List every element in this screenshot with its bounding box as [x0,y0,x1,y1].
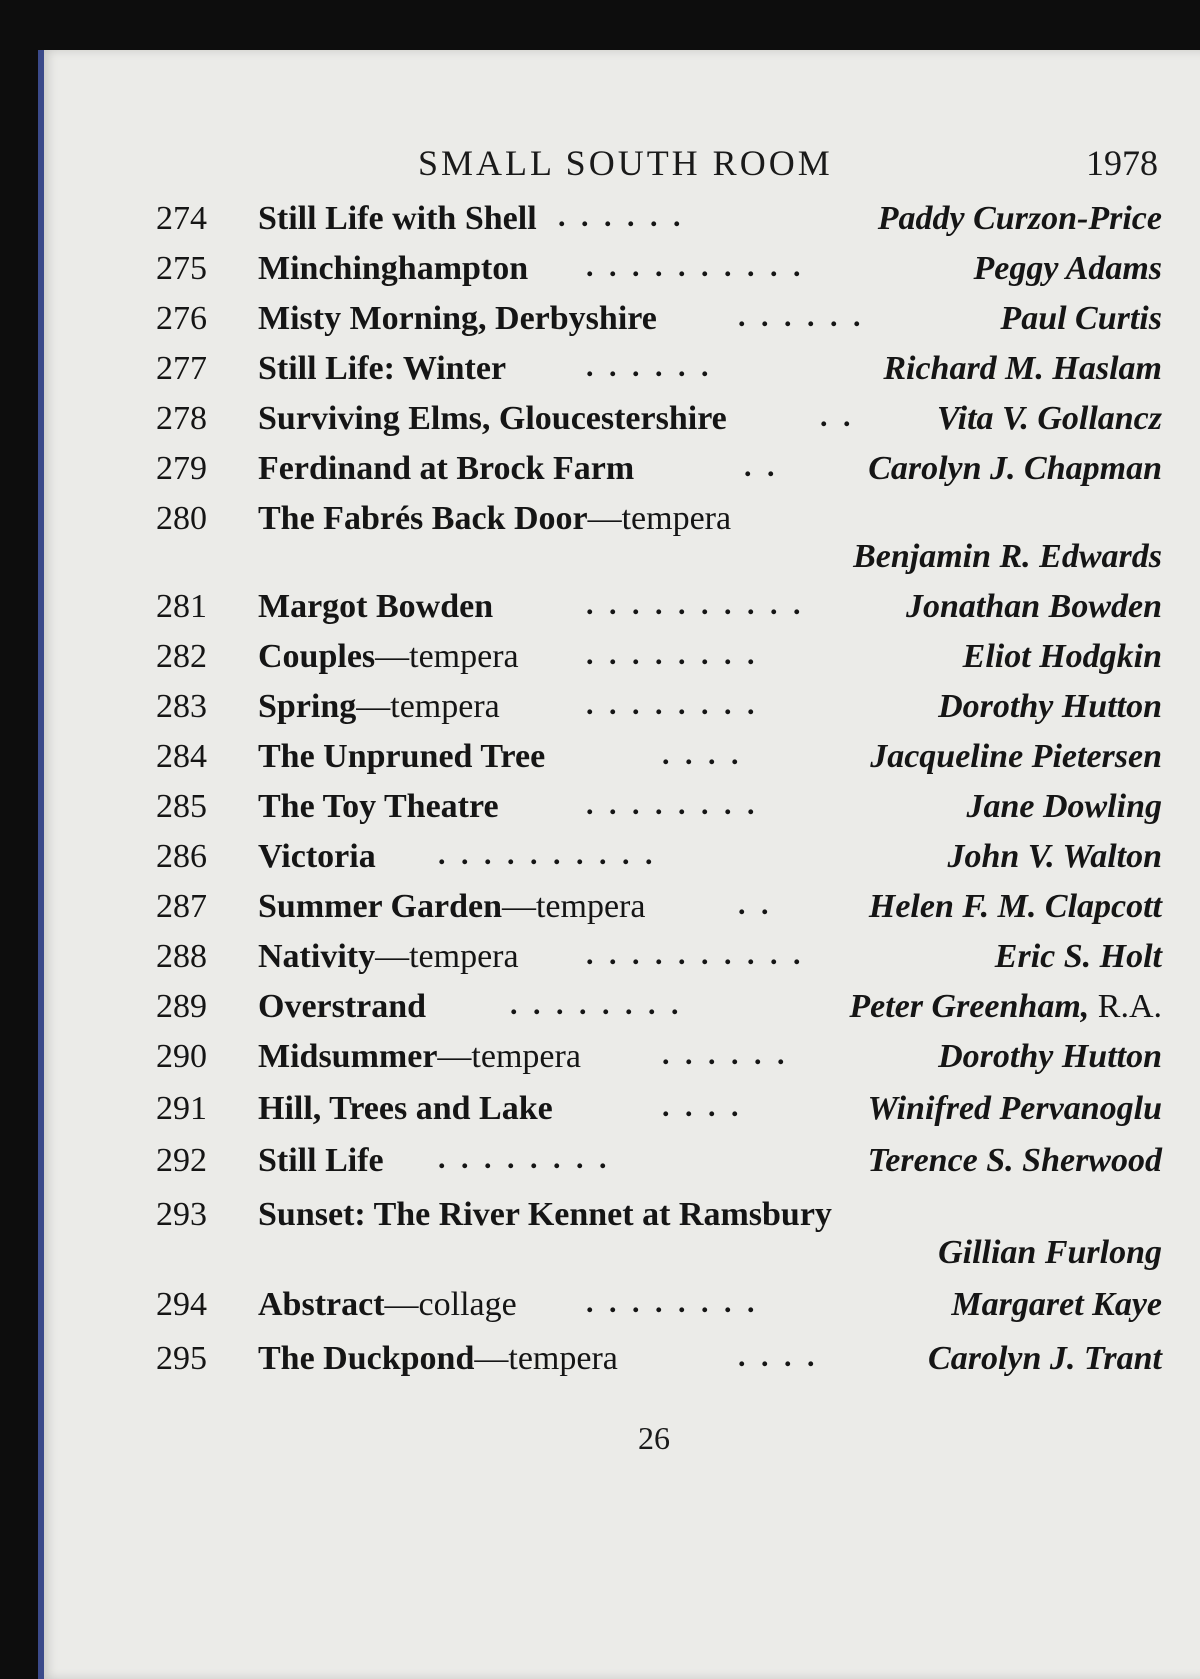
entry-artist: Helen F. M. Clapcott [868,888,1162,925]
catalogue-entry [38,350,1200,400]
entry-artist: Benjamin R. Edwards [853,538,1162,575]
catalogue-entry [38,888,1200,938]
entry-number: 285 [156,788,207,825]
entry-title: Victoria [258,838,376,875]
entry-number: 277 [156,350,207,387]
entry-title: Abstract—collage [258,1286,517,1323]
catalogue-entry [38,688,1200,738]
entry-number: 279 [156,450,207,487]
catalogue-entry [38,788,1200,838]
entry-artist: Peter Greenham, R.A. [849,988,1162,1025]
leader-dots: . . . . . . . . [586,688,759,721]
leader-dots: . . . . . . . . [510,988,683,1021]
catalogue-entry [38,938,1200,988]
entry-title: Spring—tempera [258,688,500,725]
entry-number: 295 [156,1340,207,1377]
entry-title: Summer Garden—tempera [258,888,646,925]
catalogue-entry [38,200,1200,250]
leader-dots: . . . . [662,738,743,771]
entry-number: 291 [156,1090,207,1127]
entry-artist: Jane Dowling [966,788,1162,825]
entry-artist: Eric S. Holt [994,938,1162,975]
leader-dots: . . . . . . [738,300,865,333]
catalogue-entry [38,738,1200,788]
page-number: 26 [638,1420,670,1456]
entry-title: Overstrand [258,988,427,1025]
entry-artist: Winifred Pervanoglu [867,1090,1162,1127]
entry-number: 284 [156,738,207,775]
leader-dots: . . . . . . [558,200,685,233]
entry-title: Margot Bowden [258,588,494,625]
entry-artist: Vita V. Gollancz [936,400,1162,437]
entry-title: Still Life [258,1142,384,1179]
entry-artist: Gillian Furlong [938,1234,1162,1271]
entry-number: 294 [156,1286,207,1323]
entry-artist: Carolyn J. Trant [928,1340,1162,1377]
catalogue-entry [38,450,1200,500]
leader-dots: . . [744,450,779,483]
leader-dots: . . . . . . [662,1038,789,1071]
entry-title: Midsummer—tempera [258,1038,581,1075]
entry-artist: John V. Walton [947,838,1162,875]
entry-artist: Dorothy Hutton [938,1038,1162,1075]
entry-title: The Fabrés Back Door—tempera [258,500,732,537]
entry-artist: Margaret Kaye [951,1286,1162,1323]
page-year: 1978 [1086,143,1158,183]
catalogue-entry [38,1286,1200,1336]
entry-number: 292 [156,1142,207,1179]
entry-artist: Paul Curtis [1000,300,1162,337]
leader-dots: . . . . . . . . . . [586,938,805,971]
entry-title: Minchinghampton [258,250,529,287]
leader-dots: . . . . . . . . . . [586,588,805,621]
entry-title: Hill, Trees and Lake [258,1090,553,1127]
entry-number: 289 [156,988,207,1025]
catalogue-entry [38,838,1200,888]
entry-number: 274 [156,200,207,237]
catalogue-entry [38,1196,1200,1286]
catalogue-entry [38,588,1200,638]
leader-dots: . . . . . . [586,350,713,383]
entry-number: 276 [156,300,207,337]
catalogue-entry [38,638,1200,688]
entry-number: 287 [156,888,207,925]
entry-number: 283 [156,688,207,725]
leader-dots: . . . . . . . . [586,788,759,821]
catalogue-page [38,50,1200,1679]
entry-number: 286 [156,838,207,875]
entry-title: Couples—tempera [258,638,519,675]
entry-number: 288 [156,938,207,975]
entry-title: Surviving Elms, Gloucestershire [258,400,727,437]
catalogue-entry [38,300,1200,350]
catalogue-entry [38,1142,1200,1192]
entry-number: 293 [156,1196,207,1233]
entry-artist: Terence S. Sherwood [867,1142,1162,1179]
leader-dots: . . [820,400,855,433]
entry-artist: Paddy Curzon-Price [877,200,1162,237]
entry-number: 281 [156,588,207,625]
entry-title: Sunset: The River Kennet at Ramsbury [258,1196,832,1233]
leader-dots: . . . . . . . . . . [438,838,657,871]
entry-title: Ferdinand at Brock Farm [258,450,635,487]
leader-dots: . . . . . . . . [438,1142,611,1175]
entry-number: 278 [156,400,207,437]
catalogue-entry [38,250,1200,300]
entry-title: Nativity—tempera [258,938,519,975]
catalogue-entry [38,1090,1200,1140]
entry-number: 280 [156,500,207,537]
leader-dots: . . [738,888,773,921]
leader-dots: . . . . . . . . [586,638,759,671]
entry-title: The Unpruned Tree [258,738,546,775]
entry-artist: Jacqueline Pietersen [870,738,1162,775]
catalogue-entry [38,1038,1200,1088]
catalogue-entry [38,500,1200,590]
catalogue-entry [38,988,1200,1038]
page-title: SMALL SOUTH ROOM [418,143,833,183]
catalogue-entry [38,1340,1200,1390]
entry-artist: Eliot Hodgkin [962,638,1162,675]
entry-title: Misty Morning, Derbyshire [258,300,657,337]
leader-dots: . . . . [662,1090,743,1123]
entry-artist: Jonathan Bowden [905,588,1162,625]
leader-dots: . . . . . . . . [586,1286,759,1319]
entry-artist: Richard M. Haslam [883,350,1162,387]
entry-number: 282 [156,638,207,675]
leader-dots: . . . . [738,1340,819,1373]
entry-artist: Peggy Adams [973,250,1162,287]
entry-number: 290 [156,1038,207,1075]
entry-title: Still Life: Winter [258,350,507,387]
entry-title: Still Life with Shell [258,200,537,237]
entry-number: 275 [156,250,207,287]
entry-artist: Dorothy Hutton [938,688,1162,725]
leader-dots: . . . . . . . . . . [586,250,805,283]
entry-artist: Carolyn J. Chapman [868,450,1162,487]
entry-title: The Toy Theatre [258,788,499,825]
entry-title: The Duckpond—tempera [258,1340,618,1377]
catalogue-entry [38,400,1200,450]
